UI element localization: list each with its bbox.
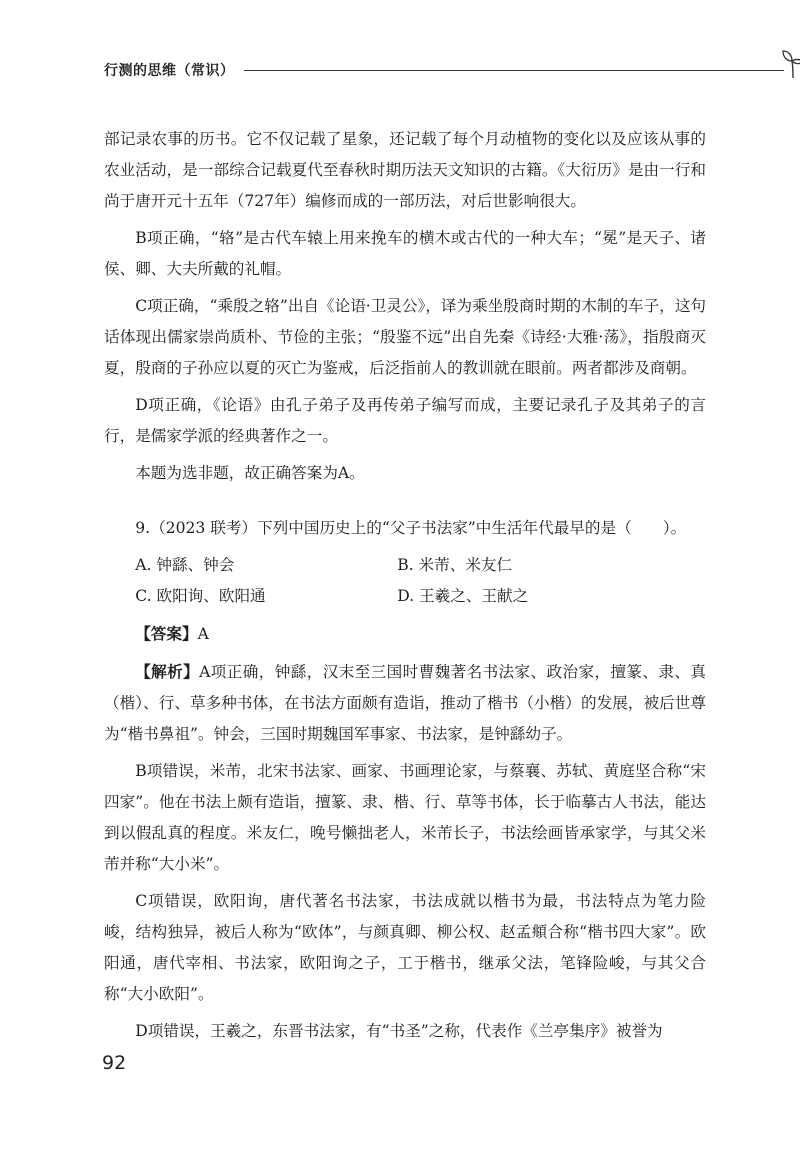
analysis-paragraph-b-prev: B项正确，“辂”是古代车辕上用来挽车的横木或古代的一种大车；“冕”是天子、诸侯、卿、大夫所戴的礼帽。 bbox=[104, 229, 706, 278]
header-title: 行测的思维（常识） bbox=[104, 63, 235, 79]
page-content bbox=[104, 124, 706, 1053]
answer-line bbox=[104, 618, 706, 650]
answer-label: 【答案】 bbox=[135, 624, 198, 643]
analysis-paragraph-c-prev: C项正确，“乘殷之辂”出自《论语·卫灵公》，译为乘坐殷商时期的木制的车子，这句话体现出儒家崇尚质朴、节俭的主张；“殷鉴不远”出自先秦《诗经·大雅·荡》，指殷商灭夏，殷商的子孙应以夏的灭亡为鉴戒，后泛指前人的教训就在眼前。两者都涉及商朝。 bbox=[104, 297, 707, 377]
header-rule bbox=[244, 70, 784, 71]
option-a: A. 钟繇、钟会 bbox=[135, 556, 235, 574]
analysis-label: 【解析】 bbox=[135, 662, 200, 681]
analysis-a-text: A项正确，钟繇，汉末至三国时曹魏著名书法家、政治家，擅篆、隶、真（楷）、行、草多种书体，在书法方面颇有造诣，推动了楷书（小楷）的发展，被后世尊为“楷书鼻祖”。钟会，三国时期魏国军事家、书法家，是钟繇幼子。 bbox=[104, 663, 706, 743]
analysis-paragraph-a bbox=[104, 656, 706, 750]
analysis-paragraph-c: C项错误，欧阳询，唐代著名书法家，书法成就以楷书为最，书法特点为笔力险峻，结构独异，被后人称为“欧体”，与颜真卿、柳公权、赵孟頫合称“楷书四大家”。欧阳通，唐代宰相、书法家，欧阳询之子，工于楷书，继承父法，笔锋险峻，与其父合称“大小欧阳”。 bbox=[104, 892, 706, 1003]
analysis-paragraph-d-prev: D项正确，《论语》由孔子弟子及再传弟子编写而成，主要记录孔子及其弟子的言行，是儒家学派的经典著作之一。 bbox=[104, 396, 706, 445]
sprout-icon bbox=[780, 48, 800, 80]
option-b: B. 米芾、米友仁 bbox=[397, 556, 513, 574]
analysis-paragraph-b: B项错误，米芾，北宋书法家、画家、书画理论家，与蔡襄、苏轼、黄庭坚合称“宋四家”。他在书法上颇有造诣，擅篆、隶、楷、行、草等书体，长于临摹古人书法，能达到以假乱真的程度。米友仁，晚号懒拙老人，米芾长子，书法绘画皆承家学，与其父米芾并称“大小米”。 bbox=[104, 762, 706, 873]
continuation-paragraph: 部记录农事的历书。它不仅记载了星象，还记载了每个月动植物的变化以及应该从事的农业活动，是一部综合记载夏代至春秋时期历法天文知识的古籍。《大衍历》是由一行和尚于唐开元十五年（727年）编修而成的一部历法，对后世影响很大。 bbox=[104, 130, 706, 210]
option-d: D. 王羲之、王献之 bbox=[397, 587, 529, 605]
analysis-paragraph-d: D项错误，王羲之，东晋书法家，有“书圣”之称，代表作《兰亭集序》被誉为 bbox=[135, 1022, 663, 1040]
answer-value: A bbox=[197, 625, 209, 643]
conclusion-paragraph: 本题为选非题，故正确答案为A。 bbox=[135, 464, 365, 482]
answer-options bbox=[104, 550, 706, 612]
spacer bbox=[104, 495, 706, 513]
running-header bbox=[104, 56, 704, 86]
option-c: C. 欧阳询、欧阳通 bbox=[135, 587, 266, 605]
page-number: 92 bbox=[102, 1052, 127, 1074]
question-stem: 9.（2023 联考）下列中国历史上的“父子书法家”中生活年代最早的是（ ）。 bbox=[135, 519, 687, 537]
